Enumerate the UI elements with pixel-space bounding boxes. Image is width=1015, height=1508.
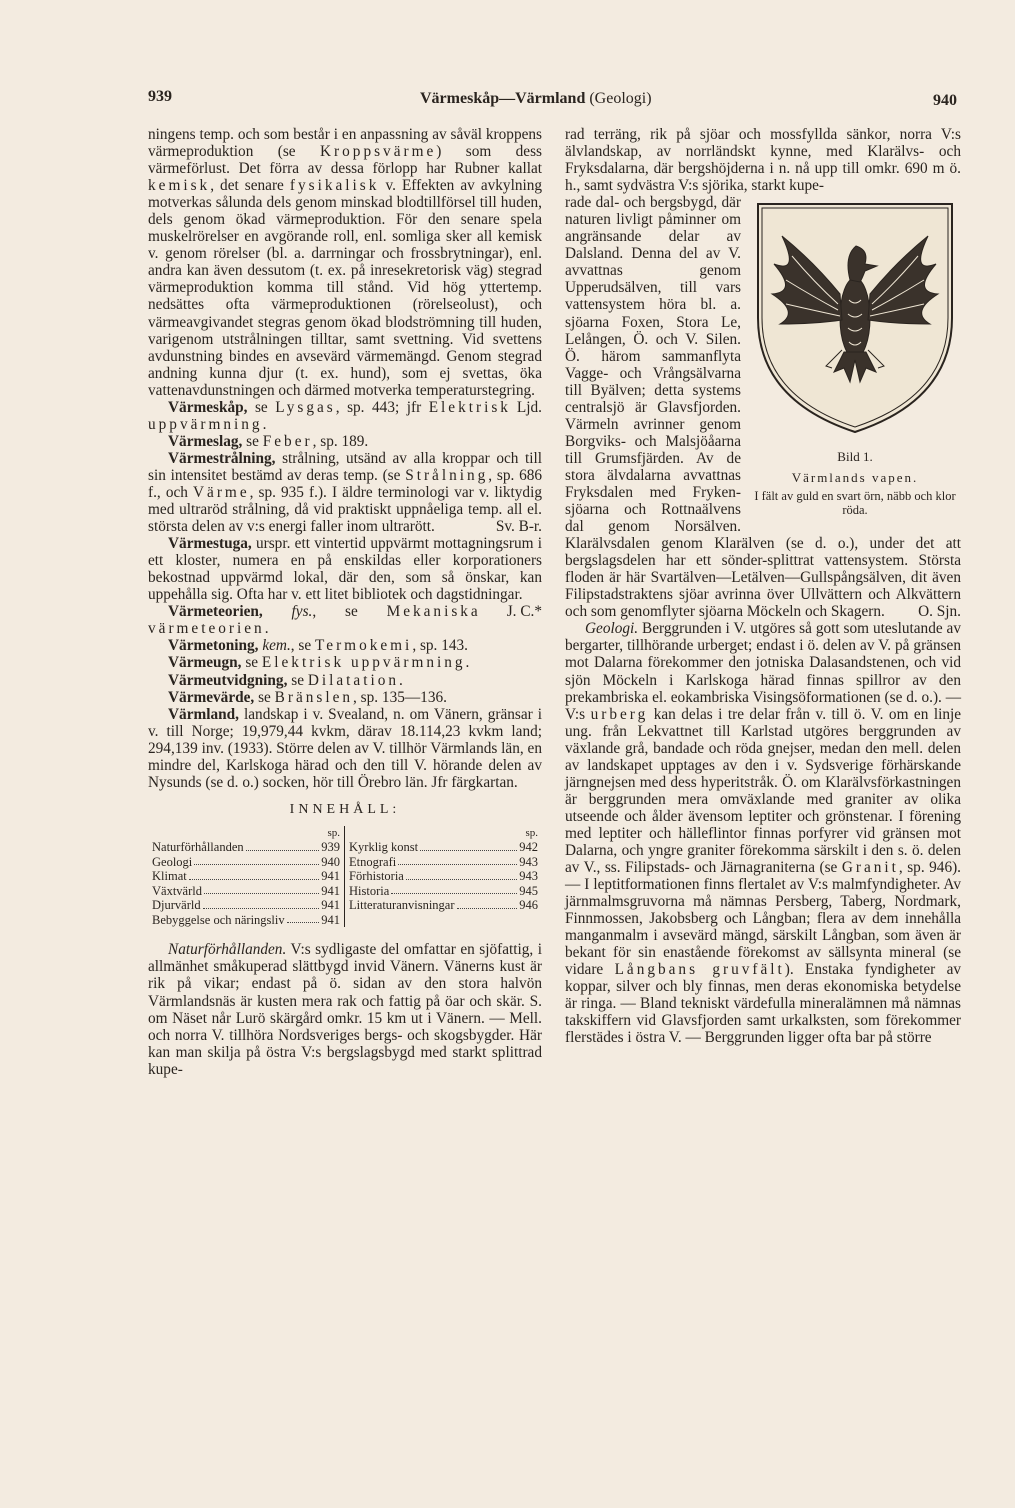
toc-item-page: 941 <box>321 869 340 884</box>
toc-sp-header: sp. <box>525 826 538 839</box>
page-number-left: 939 <box>148 88 172 105</box>
toc-item-page: 941 <box>321 898 340 913</box>
running-title <box>420 90 652 108</box>
toc-leader <box>287 913 320 924</box>
entry-varmestuga: Värmestuga, urspr. ett vintertid uppvärmt mottagningsrum i ett kloster, numera en på enskildas eller korporationers bekostnad uppvärmd lokal, där den, som så önskar, kan uppehålla sig. Ofta har v. ett litet bibliotek och dagstidningar. J. C.* <box>148 535 543 621</box>
entry-varmeskap: Värmeskåp, se Lysgas, sp. 443; jfr Elektrisk uppvärmning. <box>148 398 511 433</box>
toc-item-name: Kyrklig konst <box>349 840 419 855</box>
toc-item-page: 941 <box>321 883 340 898</box>
section-naturforhallanden: Naturförhållanden. V:s sydligaste del omfattar en sjöfattig, i allmänhet småkuperad slättbygd invid Vänern. Vänerns kust är rik på vikar; endast på ö. sidan av den stora halvön Värmlandsnäs är kusten mera rak och fattig på öar och skär. S. om Näset når Lurö skärgård omkr. 15 km ut i Vänern. — Mell. och norra V. tillhöra Nordsveriges bergs- och skogsbygder. Här kan man skilja på östra V:s bergslagsbygd med starkt splittrad kupe- <box>148 941 542 1078</box>
right-column <box>565 126 961 1047</box>
figure-label: Bild 1. <box>837 449 873 465</box>
toc-leader <box>203 898 320 909</box>
toc-item-page: 943 <box>519 869 538 884</box>
toc-item-name: Naturförhållanden <box>152 840 244 855</box>
entry-varmeugn: Värmeugn, se Elektrisk uppvärmning. <box>168 654 470 672</box>
toc-item <box>349 884 538 899</box>
toc-item-name: Etnografi <box>349 854 397 869</box>
toc-leader <box>398 855 517 866</box>
toc-item-page: 941 <box>321 912 340 927</box>
toc-leader <box>189 869 320 880</box>
toc-leader <box>406 869 517 880</box>
toc-item <box>152 855 340 870</box>
toc-item-page: 939 <box>321 840 340 855</box>
toc-item <box>152 840 340 855</box>
naturforhallanden-cont: rad terräng, rik på sjöar och mossfyllda sänkor, norra V:s älvlandskap, av norrländskt kynne, med Klarälvs- och Fryksdalarna, där bergshöjderna i n. nå upp till omkr. 690 m ö. h., samt sydvästra V:s sjörika, starkt kupe- <box>565 126 961 195</box>
toc-item-name: Klimat <box>152 869 187 884</box>
toc-item-page: 945 <box>519 883 538 898</box>
naturforhallanden-cont-2: rade dal- och bergsbygd, där naturen livligt påminner om angränsande delar av Dalsland. Denna del av V. avvattnas genom Upperudsälven, till vars vattensystem höra bl. a. sjöarna Foxen, Stora Le, Lelången, Ö. och V. Silen. Ö. härom sammanflyta Vagge- och Vrångsälvarna till Byälven; detta systems centralsjö är Glavsfjorden. Värmeln avrinner genom Borgviks- och Malsjöåarna till Grumsfjärden. Av de stora älvdalarna avvattnas Fryksdalen med Fryken-sjöarna och Rottnaälvens dal genom Norsälven. Klarälvsdalen genom Klarälven (se d. o.), under det att bergslagsdelen har ett sönder-splittrat vattensystem. Största floden är här Svartälven—Letälven—Gullspångsälven, dit även Filipstadstraktens sjöar avrinna över Ullvättern och Alkvättern och som genomflyter sjöarna Möckeln och Skagern. O. Sjn. <box>565 194 961 621</box>
coat-of-arms-eagle-illustration <box>752 200 958 436</box>
left-column <box>148 126 542 1078</box>
toc-item <box>152 898 340 913</box>
toc-item-name: Djurvärld <box>152 898 201 913</box>
page-header <box>0 88 1015 118</box>
toc-item <box>349 840 538 855</box>
entry-varmestralning: Värmestrålning, strålning, utsänd av alla kroppar och till sin intensitet bestämd av deras temp. (se Strålning, sp. 686 f., och Värme, sp. 935 f.). I äldre terminologi var v. liktydig med ultraröd strålning, då vid praktiskt uppnåeliga temp. all el. största delen av v:s energi faller inom ultrarött. Sv. B-r. <box>148 449 543 536</box>
toc-leader <box>391 884 517 895</box>
page-number-right: 940 <box>933 92 957 109</box>
running-title-sub: (Geologi) <box>589 90 652 107</box>
figure-coat-of-arms <box>749 200 961 517</box>
toc-item-name: Växtvärld <box>152 883 202 898</box>
entry-varmeteorien: Värmeteorien, fys., se Mekaniska värmeteorien. <box>148 603 481 638</box>
toc-item-page: 940 <box>321 854 340 869</box>
toc-title: INNEHÅLL: <box>289 801 401 817</box>
entry-varmereglering-cont: ningens temp. och som består i en anpassning av såväl kroppens värmeproduktion (se Kroppsvärme) som dess värmeförlust. Det förra av dessa förlopp har Rubner kallat kemisk, det senare fysikalisk v. Effekten av avkylning motverkas sålunda dels genom minskad blodtillförsel till huden, dels genom ökad värmeproduktion. För den senare spela muskelrörelser en avgörande roll, enl. somliga sker all kemisk v. genom rörelser (bl. a. darrningar och frossbrytningar), enl. andra kan även dessutom (t. ex. på inresekretorisk väg) stegrad värmeproduktion komma till stånd. Vid hög yttertemp. nedsättes ofta värmeproduktionen (rörelseolust), och värmeavgivandet stegras genom ökad blodströmning till huden, varigenom utstrålningen tilltar, samt svettning. Vid svettens avdunstning bindes en avsevärd värmemängd. Genom stegrad andning kunna djur (t. ex. hund), som ej svettas, öka vattenavdunstningen och därmed motverka temperaturstegring. Ljd. <box>148 126 543 416</box>
running-title-main: Värmeskåp—Värmland <box>420 90 586 107</box>
toc-item-name: Förhistoria <box>349 869 404 884</box>
entry-varmevarde: Värmevärde, se Bränslen, sp. 135—136. <box>168 688 447 706</box>
signature: Sv. B-r. <box>495 518 542 536</box>
toc-item <box>152 869 340 884</box>
entry-varmeslag: Värmeslag, se Feber, sp. 189. <box>168 432 369 450</box>
toc-item <box>349 898 538 913</box>
toc-sp-header: sp. <box>327 826 340 839</box>
entry-varmetoning: Värmetoning, kem., se Termokemi, sp. 143. <box>168 637 468 655</box>
table-of-contents <box>148 826 542 928</box>
toc-item-page: 942 <box>519 840 538 855</box>
toc-leader <box>420 840 517 851</box>
toc-column-left <box>148 826 345 928</box>
signature: Ljd. <box>516 398 542 416</box>
signature: O. Sjn. <box>918 603 961 621</box>
figure-title: Värmlands vapen. <box>791 470 919 486</box>
entry-varmeutvidgning: Värmeutvidgning, se Dilatation. <box>168 671 403 689</box>
toc-item <box>349 855 538 870</box>
toc-item-page: 943 <box>519 854 538 869</box>
toc-item-name: Historia <box>349 883 390 898</box>
toc-item-name: Bebyggelse och näringsliv <box>152 912 285 927</box>
toc-item-name: Geologi <box>152 854 193 869</box>
section-geologi: Geologi. Berggrunden i V. utgöres så gott som uteslutande av bergarter, tillhörande urberget; endast i ö. delen av V. på gränsen mot Dalarna förekommer den jotniska Dalasandstenen, och vid sjön Möckeln i Karlskoga härad finnas spillror av den prekambriska el. eokambriska Visingsöformationen (se d. o.). — V:s urberg kan delas i tre delar från v. till ö. V. om en linje ung. från Lekvattnet till Karlstad utgöres berggrunden av växlande grå, bandade och röda gnejser, medan den mell. delen av landskapet upptages av den i v. Sydsverige förhärskande järngnejsen med dess hyperitstråk. Ö. om Klarälvsförkastningen är berggrunden mera omväxlande med graniter av olika utseende och ålder ävensom leptiter och grönstenar. I förening med leptiter och hälleflintor finnas porfyrer vid gränsen mot Dalarna, och yngre graniter förekomma särskilt i den s. ö. delen av V., ss. Filipstads- och Järnagraniterna (se Granit, sp. 946). — I leptitformationen finns flertalet av V:s malmfyndigheter. Av järnmalmsgruvorna må nämnas Persberg, Taberg, Nordmark, Finnmossen, Jakobsberg och Långban; flera av dem innehålla manganmalm i avsevärd mängd, särskilt Långban, som även är bekant för sin enastående förekomst av sällsynta mineral (se vidare Långbans gruvfält). Enstaka fyndigheter av koppar, silver och bly finnas, men deras ekonomiska betydelse är ringa. — Bland tekniskt värdefulla mineralämnen må nämnas takskiffern vid Glavsfjorden samt urkalksten, som förekommer flerstädes i östra V. — Berggrunden ligger ofta bar på större <box>565 620 962 1047</box>
figure-caption: I fält av guld en svart örn, näbb och klor röda. <box>754 489 956 518</box>
toc-leader <box>204 884 319 895</box>
toc-item <box>152 913 340 928</box>
toc-leader <box>194 855 319 866</box>
toc-leader <box>457 898 518 909</box>
toc-item-page: 946 <box>519 898 538 913</box>
toc-item <box>152 884 340 899</box>
toc-leader <box>246 840 320 851</box>
toc-item <box>349 869 538 884</box>
toc-column-right <box>345 826 542 928</box>
entry-varmland: Värmland, landskap i v. Svealand, n. om Vänern, gränsar i v. till Norge; 19,979,44 kvkm, därav 18.114,23 kvkm land; 294,139 inv. (1933). Större delen av V. tillhör Värmlands län, en mindre del, Karlskoga härad och den till V. hörande delen av Nysunds (se d. o.) socken, hör till Örebro län. Jfr färgkartan. <box>148 705 543 791</box>
toc-item-name: Litteraturanvisningar <box>349 898 455 913</box>
signature: J. C.* <box>506 603 542 621</box>
